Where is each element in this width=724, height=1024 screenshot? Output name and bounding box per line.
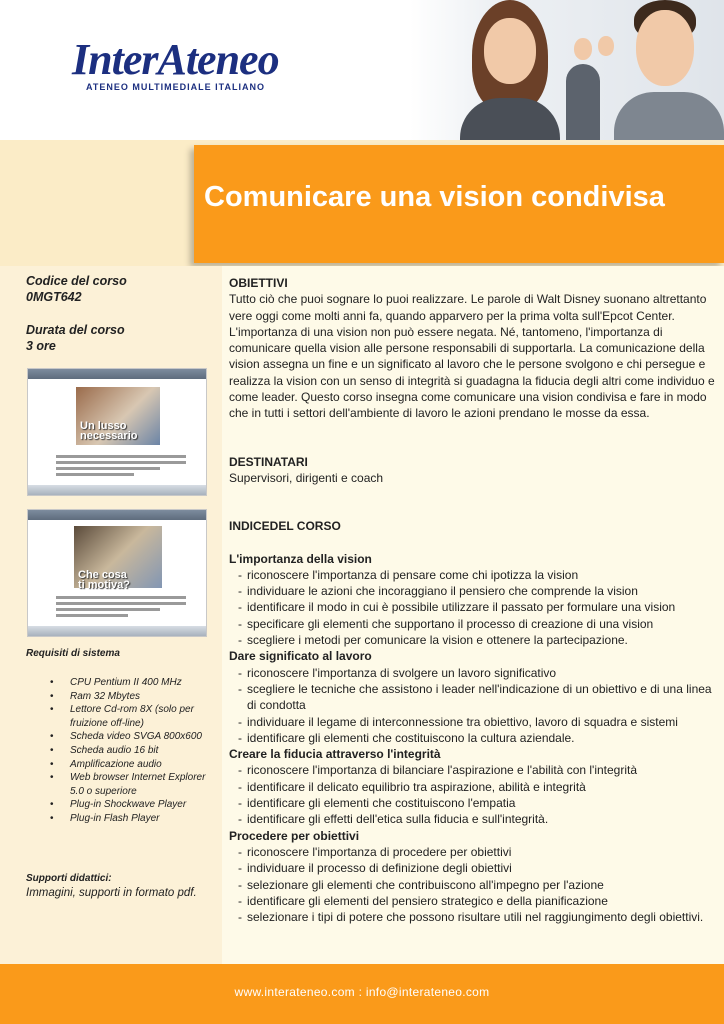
course-title: Comunicare una vision condivisa bbox=[204, 181, 665, 213]
screenshot-controls bbox=[28, 485, 206, 495]
header bbox=[0, 0, 724, 140]
course-code-block bbox=[26, 273, 127, 305]
section-item: - individuare le azioni che incoraggiano il pensiero che comprende la vision bbox=[229, 583, 717, 599]
course-duration-value: 3 ore bbox=[26, 339, 56, 353]
course-description bbox=[229, 275, 717, 925]
section-item: - riconoscere l'importanza di bilanciare l'aspirazione e l'abilità con l'integrità bbox=[229, 762, 717, 778]
course-duration-block bbox=[26, 322, 125, 354]
footer-contacts[interactable]: www.interateneo.com : info@interateneo.com bbox=[234, 985, 490, 999]
section-item: - selezionare gli elementi che contribuiscono all'impegno per l'azione bbox=[229, 877, 717, 893]
requirements-list bbox=[50, 676, 210, 826]
requirement-item: • Plug-in Flash Player bbox=[50, 812, 210, 826]
section-items bbox=[229, 762, 717, 827]
brand-tagline: ATENEO MULTIMEDIALE ITALIANO bbox=[86, 82, 265, 92]
section-item: - identificare gli effetti dell'etica sulla fiducia e sull'integrità. bbox=[229, 811, 717, 827]
section-item: - identificare gli elementi che costituiscono la cultura aziendale. bbox=[229, 730, 717, 746]
requirement-item: • Amplificazione audio bbox=[50, 758, 210, 772]
screenshot-text-lines bbox=[56, 596, 186, 620]
section-items bbox=[229, 567, 717, 648]
section-item: - identificare gli elementi che costituiscono l'empatia bbox=[229, 795, 717, 811]
section-item: - identificare gli elementi del pensiero strategico e della pianificazione bbox=[229, 893, 717, 909]
screenshot-titlebar bbox=[28, 369, 206, 379]
screenshot-caption: Che cosa ti motiva? bbox=[78, 569, 130, 591]
course-code-label: Codice del corso bbox=[26, 274, 127, 288]
section-title: Procedere per obiettivi bbox=[229, 828, 360, 843]
support-title: Supporti didattici: bbox=[26, 873, 112, 884]
objectives-text: Tutto ciò che puoi sognare lo puoi realizzare. Le parole di Walt Disney suonano altrettanto vere oggi come molti anni fa, quando apparvero per la prima volta sull'Epcot Center. L'importanza di una vision non può essere negata. Né, tantomeno, l'importanza di comunicare quella vision alle persone responsabili di supportarla. La comunicazione della vision assegna un fine e un significato al lavoro che le persone svolgono e chi persegue e realizza la vision con un senso di integrità si guadagna la fiducia degli altri come individuo e come leader. Questo corso insegna come comunicare una vision condivisa e fare in modo che in tutti i settori dell'ambiente di lavoro le azioni prendano le mosse da essa. bbox=[229, 292, 715, 421]
section-item: - individuare il processo di definizione degli obiettivi bbox=[229, 860, 717, 876]
section-title: Creare la fiducia attraverso l'integrità bbox=[229, 747, 441, 762]
audience-title: DESTINATARI bbox=[229, 454, 308, 469]
section-items bbox=[229, 844, 717, 925]
screenshot-titlebar bbox=[28, 510, 206, 520]
footer bbox=[0, 964, 724, 1024]
brand-name: InterAteneo bbox=[72, 35, 279, 84]
requirement-item: • CPU Pentium II 400 MHz bbox=[50, 676, 210, 690]
section-title: L'importanza della vision bbox=[229, 551, 372, 566]
screenshot-text-lines bbox=[56, 455, 186, 479]
index-title: INDICEDEL CORSO bbox=[229, 519, 341, 534]
man-figure bbox=[610, 0, 724, 140]
screenshot-controls bbox=[28, 626, 206, 636]
section-items bbox=[229, 665, 717, 746]
header-photo bbox=[410, 0, 724, 140]
index-sections bbox=[229, 551, 717, 926]
section-item: - scegliere i metodi per comunicare la vision e ottenere la partecipazione. bbox=[229, 632, 717, 648]
brand-logo[interactable] bbox=[72, 35, 279, 92]
course-code-value: 0MGT642 bbox=[26, 290, 82, 304]
section-title: Dare significato al lavoro bbox=[229, 649, 372, 664]
support-text: Immagini, supporti in formato pdf. bbox=[26, 887, 197, 899]
section-item: - specificare gli elementi che supportano il processo di creazione di una vision bbox=[229, 616, 717, 632]
section-item: - individuare il legame di interconnessione tra obiettivo, lavoro di squadra e sistemi bbox=[229, 714, 717, 730]
section-item: - identificare il modo in cui è possibile utilizzare il passato per formulare una vision bbox=[229, 599, 717, 615]
requirement-item: • Scheda audio 16 bit bbox=[50, 744, 210, 758]
title-box bbox=[194, 145, 724, 263]
course-screenshot-2 bbox=[27, 509, 207, 637]
audience-text: Supervisori, dirigenti e coach bbox=[229, 470, 384, 485]
requirement-item: • Scheda video SVGA 800x600 bbox=[50, 730, 210, 744]
requirement-item: • Plug-in Shockwave Player bbox=[50, 798, 210, 812]
section-item: - selezionare i tipi di potere che possono risultare utili nel raggiungimento degli obiettivi. bbox=[229, 909, 717, 925]
requirement-item: • Ram 32 Mbytes bbox=[50, 690, 210, 704]
objectives-title: OBIETTIVI bbox=[229, 276, 288, 290]
section-item: - riconoscere l'importanza di svolgere un lavoro significativo bbox=[229, 665, 717, 681]
section-item: - identificare il delicato equilibrio tra aspirazione, abilità e integrità bbox=[229, 779, 717, 795]
section-item: - riconoscere l'importanza di pensare come chi ipotizza la vision bbox=[229, 567, 717, 583]
section-item: - scegliere le tecniche che assistono i leader nell'indicazione di un obiettivo e di una linea di condotta bbox=[229, 681, 717, 714]
course-screenshot-1 bbox=[27, 368, 207, 496]
woman-figure bbox=[450, 0, 570, 140]
requirements-title: Requisiti di sistema bbox=[26, 648, 120, 659]
section-item: - riconoscere l'importanza di procedere per obiettivi bbox=[229, 844, 717, 860]
course-duration-label: Durata del corso bbox=[26, 323, 125, 337]
requirement-item: • Web browser Internet Explorer 5.0 o superiore bbox=[50, 771, 210, 798]
screenshot-caption: Un lusso necessario bbox=[80, 420, 138, 442]
requirement-item: • Lettore Cd-rom 8X (solo per fruizione off-line) bbox=[50, 703, 210, 730]
